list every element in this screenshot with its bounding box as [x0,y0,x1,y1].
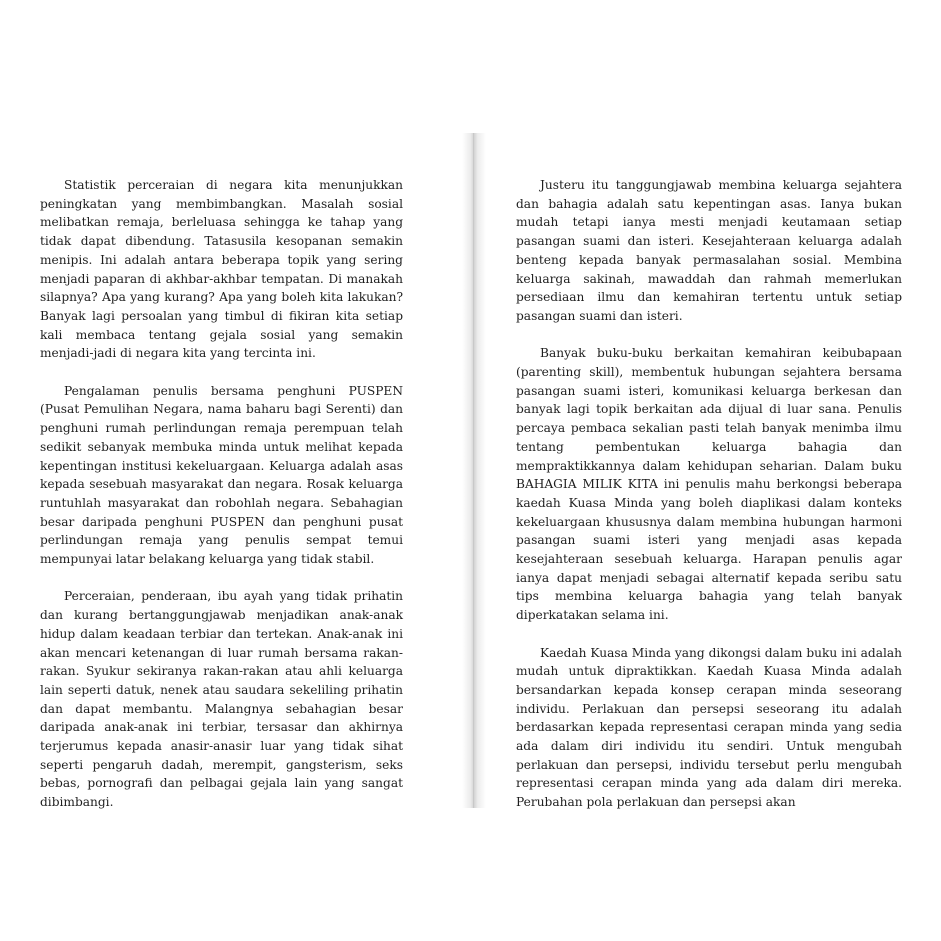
book-spine-line [473,133,474,808]
left-paragraph-3: Perceraian, penderaan, ibu ayah yang tidak prihatin dan kurang bertanggungjawab menjadikan anak-anak hidup dalam keadaan terbiar dan tertekan. Anak-anak ini akan mencari ketenangan di luar rumah bersama rakan-rakan. Syukur sekiranya rakan-rakan atau ahli keluarga lain seperti datuk, nenek atau saudara sekeliling prihatin dan dapat membantu. Malangnya sebahagian besar daripada anak-anak ini terbiar, tersasar dan akhirnya terjerumus kepada anasir-anasir luar yang tidak sihat seperti pengaruh dadah, merempit, gangsterism, seks bebas, pornografi dan pelbagai gejala lain yang sangat dibimbangi. [40,589,403,810]
book-gutter-shadow [462,133,486,808]
right-page-text [516,176,902,812]
left-paragraph-1: Statistik perceraian di negara kita menunjukkan peningkatan yang membimbangkan. Masalah sosial melibatkan remaja, berleluasa sehingga ke tahap yang tidak dapat dibendung. Tatasusila kesopanan semakin menipis. Ini adalah antara beberapa topik yang sering menjadi paparan di akhbar-akhbar tempatan. Di manakah silapnya? Apa yang kurang? Apa yang boleh kita lakukan? Banyak lagi persoalan yang timbul di fikiran kita setiap kali membaca tentang gejala sosial yang semakin menjadi-jadi di negara kita yang tercinta ini. [40,178,403,361]
right-paragraph-1: Justeru itu tanggungjawab membina keluarga sejahtera dan bahagia adalah satu kepentingan asas. Ianya bukan mudah tetapi ianya mesti menjadi keutamaan setiap pasangan suami dan isteri. Kesejahteraan keluarga adalah benteng kepada banyak permasalahan sosial. Membina keluarga sakinah, mawaddah dan rahmah memerlukan persediaan ilmu dan kemahiran tertentu untuk setiap pasangan suami dan isteri. [516,178,902,323]
left-page-text [40,176,403,812]
left-paragraph-2: Pengalaman penulis bersama penghuni PUSPEN (Pusat Pemulihan Negara, nama baharu bagi Serenti) dan penghuni rumah perlindungan remaja perempuan telah sedikit sebanyak membuka minda untuk melihat kepada kepentingan institusi kekeluargaan. Keluarga adalah asas kepada sesebuah masyarakat dan negara. Rosak keluarga runtuhlah masyarakat dan robohlah negara. Sebahagian besar daripada penghuni PUSPEN dan penghuni pusat perlindungan remaja yang penulis sempat temui mempunyai latar belakang keluarga yang tidak stabil. [40,383,403,567]
right-paragraph-3: Kaedah Kuasa Minda yang dikongsi dalam buku ini adalah mudah untuk dipraktikkan. Kaedah Kuasa Minda adalah bersandarkan kepada konsep cerapan minda seseorang individu. Perlakuan dan persepsi seseorang itu adalah berdasarkan kepada representasi cerapan minda yang sedia ada dalam diri individu itu sendiri. Untuk mengubah perlakuan dan persepsi, individu tersebut perlu mengubah representasi cerapan minda yang ada dalam diri mereka. Perubahan pola perlakuan dan persepsi akan [516,645,902,810]
right-paragraph-2: Banyak buku-buku berkaitan kemahiran keibubapaan (parenting skill), membentuk hubungan sejahtera bersama pasangan suami isteri, komunikasi keluarga berkesan dan banyak lagi topik berkaitan ada dijual di luar sana. Penulis percaya pembaca sekalian pasti telah banyak menimba ilmu tentang pembentukan keluarga bahagia dan mempraktikkannya dalam kehidupan seharian. Dalam buku BAHAGIA MILIK KITA ini penulis mahu berkongsi beberapa kaedah Kuasa Minda yang boleh diaplikasi dalam konteks kekeluargaan khususnya dalam membina hubungan harmoni pasangan suami isteri yang menjadi asas kepada kesejahteraan sesebuah keluarga. Harapan penulis agar ianya dapat menjadi sebagai alternatif kepada seribu satu tips membina keluarga bahagia yang telah banyak diperkatakan selama ini. [516,346,902,623]
